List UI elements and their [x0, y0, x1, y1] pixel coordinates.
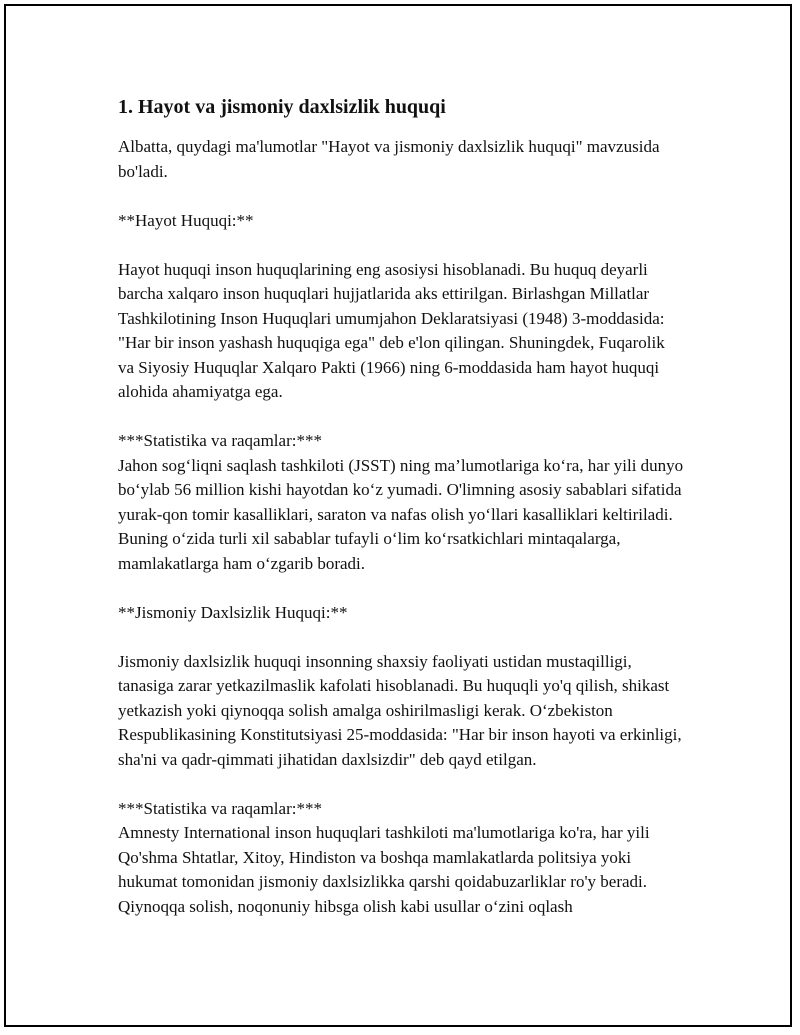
section-heading-jismoniy: **Jismoniy Daxlsizlik Huquqi:** [118, 602, 348, 622]
section-body-jismoniy: Jismoniy daxlsizlik huquqi insonning shaxsiy faoliyati ustidan mustaqilligi, tanasiga zarar yetkazilmaslik kafolati hisoblanadi. Bu huquqli yo'q qilish, shikast yetkazish yoki qiynoqqa solish amalga oshirilmasligi kerak. O‘zbekiston Respublikasining Konstitutsiyasi 25-moddasida: "Har bir inson hayoti va erkinligi, sha'ni va qadr-qimmati jihatidan daxlsizdir" deb qayd etilgan. [118, 651, 682, 769]
stats-body-jismoniy: Amnesty International inson huquqlari tashkiloti ma'lumotlariga ko'ra, har yili Qo'shma Shtatlar, Xitoy, Hindiston va boshqa mamlakatlarda politsiya yoki hukumat tomonidan jismoniy daxlsizlikka qarshi qoidabuzarliklar ro'y beradi. Qiynoqqa solish, noqonuniy hibsga olish kabi usullar o‘zini oqlash [118, 823, 650, 916]
section-body-hayot: Hayot huquqi inson huquqlarining eng asosiysi hisoblanadi. Bu huquq deyarli barcha xalqaro inson huquqlari hujjatlarida aks ettirilgan. Birlashgan Millatlar Tashkilotining Inson Huquqlari umumjahon Deklaratsiyasi (1948) 3-moddasida: "Har bir inson yashash huquqiga ega" deb e'lon qilingan. Shuningdek, Fuqarolik va Siyosiy Huquqlar Xalqaro Pakti (1966) ning 6-moddasida ham hayot huquqi alohida ahamiyatga ega. [118, 259, 665, 401]
stats-heading-hayot: ***Statistika va raqamlar:*** [118, 431, 322, 450]
stats-body-hayot: Jahon sog‘liqni saqlash tashkiloti (JSST) ning ma’lumotlariga ko‘ra, har yili dunyo bo‘ylab 56 million kishi hayotdan ko‘z yumadi. O'limning asosiy sabablari sifatida yurak-qon tomir kasalliklari, saraton va nafas olish yo‘llari kasalliklari keltiriladi. Buning o‘zida turli xil sabablar tufayli o‘lim ko‘rsatkichlari mintaqalarga, mamlakatlarga ham o‘zgarib boradi. [118, 455, 684, 573]
document-title: 1. Hayot va jismoniy daxlsizlik huquqi [118, 96, 446, 118]
stats-heading-jismoniy: ***Statistika va raqamlar:*** [118, 798, 322, 818]
document-body [118, 94, 684, 944]
intro-paragraph: Albatta, quydagi ma'lumotlar "Hayot va jismoniy daxlsizlik huquqi" mavzusida bo'ladi. [118, 137, 660, 181]
section-heading-hayot: **Hayot Huquqi:** [118, 210, 254, 230]
